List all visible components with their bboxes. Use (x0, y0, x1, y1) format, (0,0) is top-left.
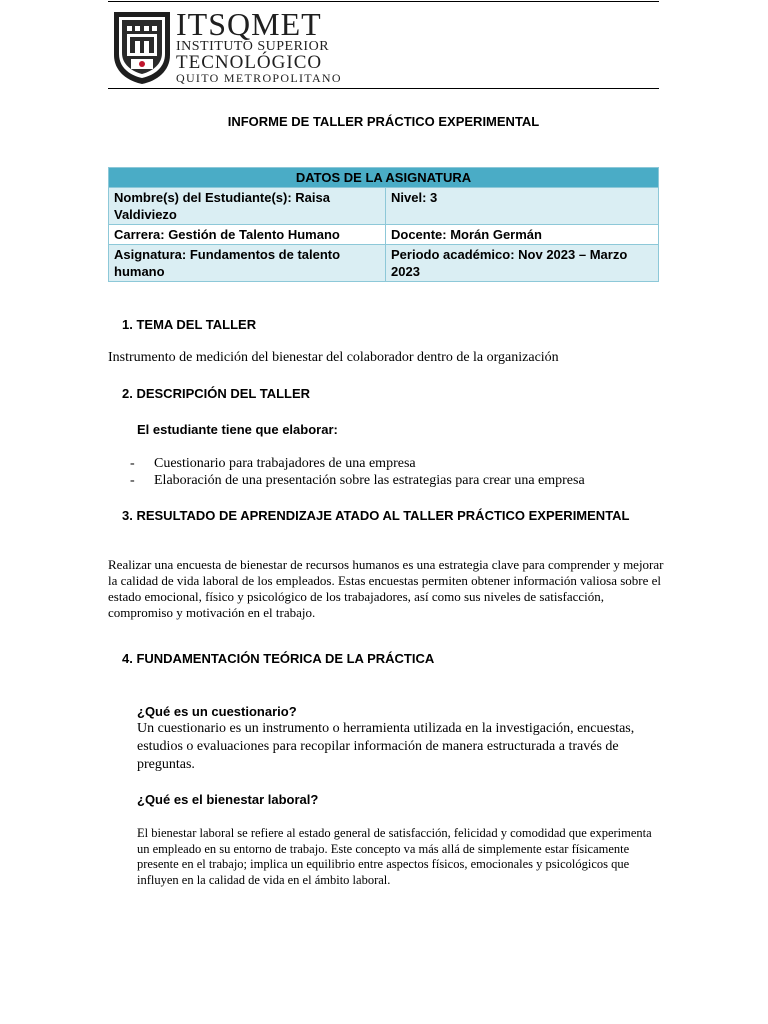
header-bottom-rule (108, 88, 659, 89)
question-1-heading: ¿Qué es un cuestionario? (137, 704, 297, 719)
table-row (109, 245, 659, 282)
header-top-rule (108, 1, 659, 2)
question-2-heading: ¿Qué es el bienestar laboral? (137, 792, 319, 807)
section-3-text: Realizar una encuesta de bienestar de recursos humanos es una estrategia clave para comprender y mejorar la calidad de vida laboral de los empleados. Estas encuestas permiten obtener información valiosa sobre el estado emocional, físico y psicológico de los trabajadores, así como sus niveles de satisfacción, compromiso y motivación en el trabajo. (108, 557, 664, 620)
brand-name: ITSQMET (176, 6, 322, 42)
brand-line-1: INSTITUTO SUPERIOR (176, 39, 330, 54)
table-row (109, 188, 659, 225)
section-1-text: Instrumento de medición del bienestar del colaborador dentro de la organización (108, 350, 559, 365)
list-item-text: Elaboración de una presentación sobre las estrategias para crear una empresa (154, 473, 585, 488)
section-2-subtitle: El estudiante tiene que elaborar: (137, 422, 338, 437)
section-2-title: 2. DESCRIPCIÓN DEL TALLER (122, 386, 311, 401)
institution-wordmark (176, 8, 342, 85)
institution-logo (113, 11, 171, 85)
table-cell: Nombre(s) del Estudiante(s): Raisa Valdiviezo (109, 188, 386, 225)
table-cell: Asignatura: Fundamentos de talento humano (109, 245, 386, 282)
list-item: - Elaboración de una presentación sobre las estrategias para crear una empresa (130, 473, 585, 488)
table-row (109, 225, 659, 245)
table-cell: Periodo académico: Nov 2023 – Marzo 2023 (386, 245, 659, 282)
table-header-row (109, 168, 659, 188)
section-4-title: 4. FUNDAMENTACIÓN TEÓRICA DE LA PRÁCTICA (122, 651, 435, 666)
question-1-text: Un cuestionario es un instrumento o herramienta utilizada en la investigación, encuestas, estudios o evaluaciones para recopilar información de manera estructurada a través de preguntas. (137, 721, 635, 772)
table-heading: DATOS DE LA ASIGNATURA (109, 168, 659, 188)
brand-line-2: TECNOLÓGICO (176, 52, 323, 73)
section-3-title: 3. RESULTADO DE APRENDIZAJE ATADO AL TALLER PRÁCTICO EXPERIMENTAL (122, 508, 630, 523)
brand-line-3: QUITO METROPOLITANO (176, 71, 342, 85)
list-item: - Cuestionario para trabajadores de una empresa (130, 456, 416, 471)
list-item-text: Cuestionario para trabajadores de una empresa (154, 456, 416, 471)
course-info-table (108, 167, 659, 282)
table-cell: Docente: Morán Germán (386, 225, 659, 245)
section-1-title: 1. TEMA DEL TALLER (122, 317, 257, 332)
document-title: INFORME DE TALLER PRÁCTICO EXPERIMENTAL (227, 114, 540, 129)
question-2-text: El bienestar laboral se refiere al estado general de satisfacción, felicidad y comodidad que experimenta un empleado en su entorno de trabajo. Este concepto va más allá de simplemente estar físicamente presente en el trabajo; implica un equilibrio entre aspectos físicos, emocionales y psicológicos que influyen en la calidad de vida en el ámbito laboral. (137, 826, 652, 887)
table-cell: Nivel: 3 (386, 188, 659, 225)
table-cell: Carrera: Gestión de Talento Humano (109, 225, 386, 245)
